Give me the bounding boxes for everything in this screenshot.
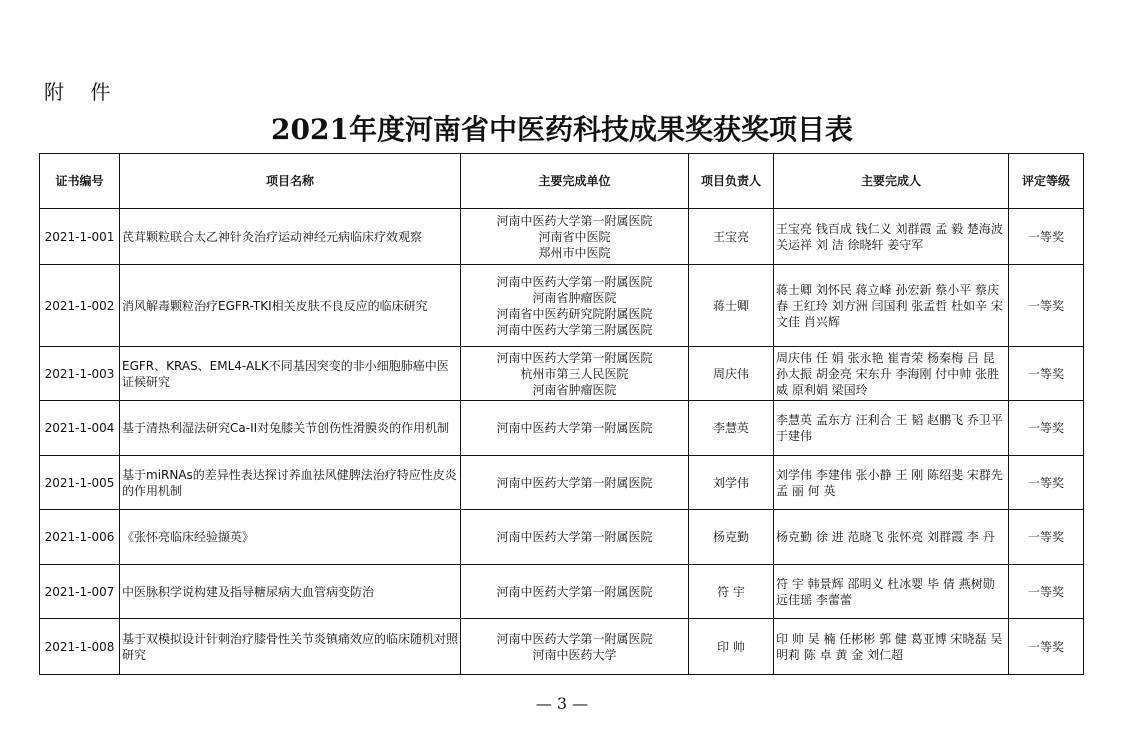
- column-header-grade: 评定等级: [1009, 154, 1084, 209]
- cert-number: 2021-1-002: [40, 265, 120, 347]
- column-header-leader: 项目负责人: [689, 154, 774, 209]
- main-members: 符 宇 韩景辉 邵明义 杜冰婴 毕 倩 燕树勋 远佳瑶 李蕾蕾: [774, 565, 1009, 619]
- unit-item: 河南中医药大学第一附属医院: [496, 274, 653, 289]
- award-grade: 一等奖: [1009, 456, 1084, 510]
- table-row: [40, 510, 1084, 565]
- award-grade: 一等奖: [1009, 401, 1084, 456]
- page-title: 2021年度河南省中医药科技成果奖获奖项目表: [271, 113, 853, 146]
- unit-item: 河南中医药大学: [532, 647, 617, 662]
- cert-number: 2021-1-004: [40, 401, 120, 456]
- award-grade: 一等奖: [1009, 619, 1084, 675]
- main-members: 蒋士卿 刘怀民 蒋立峰 孙宏新 蔡小平 蔡庆春 王红玲 刘方洲 闫国利 张孟哲 杜如辛 宋文佳 肖兴辉: [774, 265, 1009, 347]
- table-row: [40, 265, 1084, 347]
- award-grade: 一等奖: [1009, 209, 1084, 265]
- completion-units: [461, 619, 689, 675]
- table-row: [40, 565, 1084, 619]
- main-members: 杨克勤 徐 进 范晓飞 张怀亮 刘群霞 李 丹: [774, 510, 1009, 565]
- completion-units: [461, 347, 689, 401]
- project-name: EGFR、KRAS、EML4-ALK不同基因突变的非小细胞肺癌中医证候研究: [120, 347, 461, 401]
- unit-item: 杭州市第三人民医院: [520, 366, 629, 381]
- project-leader: 印 帅: [689, 619, 774, 675]
- cert-number: 2021-1-001: [40, 209, 120, 265]
- main-members: 周庆伟 任 娟 张永艳 崔青荣 杨秦梅 吕 昆 孙太振 胡金亮 宋东升 李海刚 付中帅 张胜威 原利娟 梁国玲: [774, 347, 1009, 401]
- project-leader: 杨克勤: [689, 510, 774, 565]
- table-row: [40, 209, 1084, 265]
- completion-units: [461, 565, 689, 619]
- award-grade: 一等奖: [1009, 510, 1084, 565]
- column-header-name: 项目名称: [120, 154, 461, 209]
- main-members: 李慧英 孟东方 汪利合 王 韬 赵鹏飞 乔卫平 于建伟: [774, 401, 1009, 456]
- project-name: 芪茸颗粒联合太乙神针灸治疗运动神经元病临床疗效观察: [120, 209, 461, 265]
- unit-item: 河南省中医药研究院附属医院: [496, 306, 653, 321]
- project-name: 基于清热利湿法研究Ca-II对兔膝关节创伤性滑膜炎的作用机制: [120, 401, 461, 456]
- completion-units: [461, 401, 689, 456]
- attachment-label: 附 件: [44, 80, 121, 104]
- completion-units: [461, 265, 689, 347]
- award-grade: 一等奖: [1009, 565, 1084, 619]
- cert-number: 2021-1-006: [40, 510, 120, 565]
- cert-number: 2021-1-003: [40, 347, 120, 401]
- project-leader: 刘学伟: [689, 456, 774, 510]
- table-row: [40, 456, 1084, 510]
- unit-item: 河南中医药大学第一附属医院: [496, 475, 653, 490]
- project-leader: 周庆伟: [689, 347, 774, 401]
- unit-item: 郑州市中医院: [538, 245, 611, 260]
- unit-item: 河南中医药大学第一附属医院: [496, 631, 653, 646]
- project-leader: 王宝亮: [689, 209, 774, 265]
- main-members: 王宝亮 钱百成 钱仁义 刘群霞 孟 毅 楚海波 关运祥 刘 洁 徐晓轩 姜守军: [774, 209, 1009, 265]
- unit-item: 河南省肿瘤医院: [532, 382, 617, 397]
- column-header-members: 主要完成人: [774, 154, 1009, 209]
- completion-units: [461, 456, 689, 510]
- project-name: 基于双模拟设计针刺治疗膝骨性关节炎镇痛效应的临床随机对照研究: [120, 619, 461, 675]
- completion-units: [461, 510, 689, 565]
- unit-item: 河南中医药大学第三附属医院: [496, 322, 653, 337]
- project-name: 中医脉积学说构建及指导糖尿病大血管病变防治: [120, 565, 461, 619]
- table-row: [40, 619, 1084, 675]
- page-number: — 3 —: [535, 694, 589, 713]
- awards-table: [39, 153, 1084, 675]
- unit-item: 河南中医药大学第一附属医院: [496, 421, 653, 435]
- project-name: 基于miRNAs的差异性表达探讨养血祛风健脾法治疗特应性皮炎的作用机制: [120, 456, 461, 510]
- project-leader: 符 宇: [689, 565, 774, 619]
- column-header-cert: 证书编号: [40, 154, 120, 209]
- main-members: 刘学伟 李建伟 张小静 王 刚 陈绍斐 宋群先 孟 丽 何 英: [774, 456, 1009, 510]
- table-row: [40, 401, 1084, 456]
- completion-units: [461, 209, 689, 265]
- cert-number: 2021-1-007: [40, 565, 120, 619]
- project-name: 《张怀亮临床经验撷英》: [120, 510, 461, 565]
- unit-item: 河南中医药大学第一附属医院: [496, 584, 653, 599]
- award-grade: 一等奖: [1009, 347, 1084, 401]
- unit-item: 河南省肿瘤医院: [532, 290, 617, 305]
- unit-item: 河南中医药大学第一附属医院: [496, 530, 653, 544]
- table-header-row: [40, 154, 1084, 209]
- unit-item: 河南中医药大学第一附属医院: [496, 350, 653, 365]
- project-leader: 李慧英: [689, 401, 774, 456]
- unit-item: 河南省中医院: [538, 229, 611, 244]
- main-members: 印 帅 吴 楠 任彬彬 郭 健 葛亚博 宋晓磊 吴明莉 陈 卓 黄 金 刘仁超: [774, 619, 1009, 675]
- table-row: [40, 347, 1084, 401]
- project-leader: 蒋士卿: [689, 265, 774, 347]
- column-header-unit: 主要完成单位: [461, 154, 689, 209]
- project-name: 消风解毒颗粒治疗EGFR-TKI相关皮肤不良反应的临床研究: [120, 265, 461, 347]
- cert-number: 2021-1-005: [40, 456, 120, 510]
- unit-item: 河南中医药大学第一附属医院: [496, 213, 653, 228]
- award-grade: 一等奖: [1009, 265, 1084, 347]
- cert-number: 2021-1-008: [40, 619, 120, 675]
